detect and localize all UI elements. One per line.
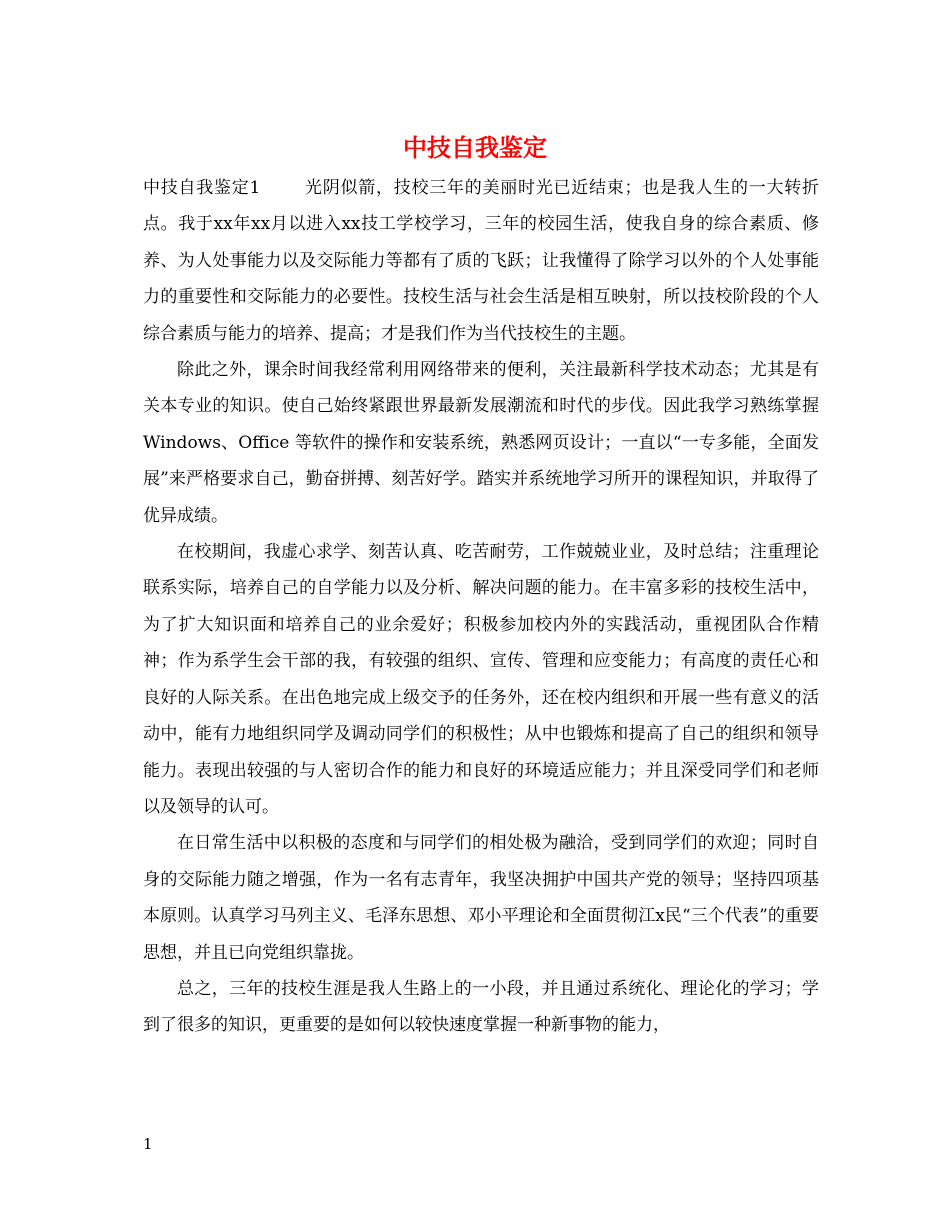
paragraph-1-heading: 中技自我鉴定1 <box>143 178 261 198</box>
paragraph-5: 总之，三年的技校生涯是我人生路上的一小段，并且通过系统化、理论化的学习；学到了很多的知识，更重要的是如何以较快速度掌握一种新事物的能力， <box>143 978 819 1036</box>
document-title: 中技自我鉴定 <box>403 133 547 162</box>
paragraph-3: 在校期间，我虚心求学、刻苦认真、吃苦耐劳，工作兢兢业业，及时总结；注重理论联系实际，培养自己的自学能力以及分析、解决问题的能力。在丰富多彩的技校生活中，为了扩大知识面和培养自己的业余爱好；积极参加校内外的实践活动，重视团队合作精神；作为系学生会干部的我，有较强的组织、宣传、管理和应变能力；有高度的责任心和良好的人际关系。在出色地完成上级交予的任务外，还在校内组织和开展一些有意义的活动中，能有力地组织同学及调动同学们的积极性；从中也锻炼和提高了自己的组织和领导能力。表现出较强的与人密切合作的能力和良好的环境适应能力；并且深受同学们和老师以及领导的认可。 <box>143 542 819 817</box>
paragraph-2: 除此之外，课余时间我经常利用网络带来的便利，关注最新科学技术动态；尤其是有关本专业的知识。使自己始终紧跟世界最新发展潮流和时代的步伐。因此我学习熟练掌握Windows、Office 等软件的操作和安装系统，熟悉网页设计；一直以“一专多能，全面发展”来严格要求自己，勤奋拼搏、刻苦好学。踏实并系统地学习所开的课程知识，并取得了优异成绩。 <box>143 360 819 526</box>
page-number: 1 <box>143 1135 153 1153</box>
paragraph-1-text: 光阴似箭，技校三年的美丽时光已近结束；也是我人生的一大转折点。我于xx年xx月以进入xx技工学校学习，三年的校园生活，使我自身的综合素质、修养、为人处事能力以及交际能力等都有了质的飞跃；让我懂得了除学习以外的个人处事能力的重要性和交际能力的必要性。技校生活与社会生活是相互映射，所以技校阶段的个人综合素质与能力的培养、提高；才是我们作为当代技校生的主题。 <box>143 178 819 344</box>
paragraph-1 <box>143 170 819 352</box>
paragraph-4: 在日常生活中以积极的态度和与同学们的相处极为融洽，受到同学们的欢迎；同时自身的交际能力随之增强，作为一名有志青年，我坚决拥护中国共产党的领导；坚持四项基本原则。认真学习马列主义、毛泽东思想、邓小平理论和全面贯彻江x民“三个代表”的重要思想，并且已向党组织靠拢。 <box>143 833 819 963</box>
document-body <box>143 170 819 1044</box>
